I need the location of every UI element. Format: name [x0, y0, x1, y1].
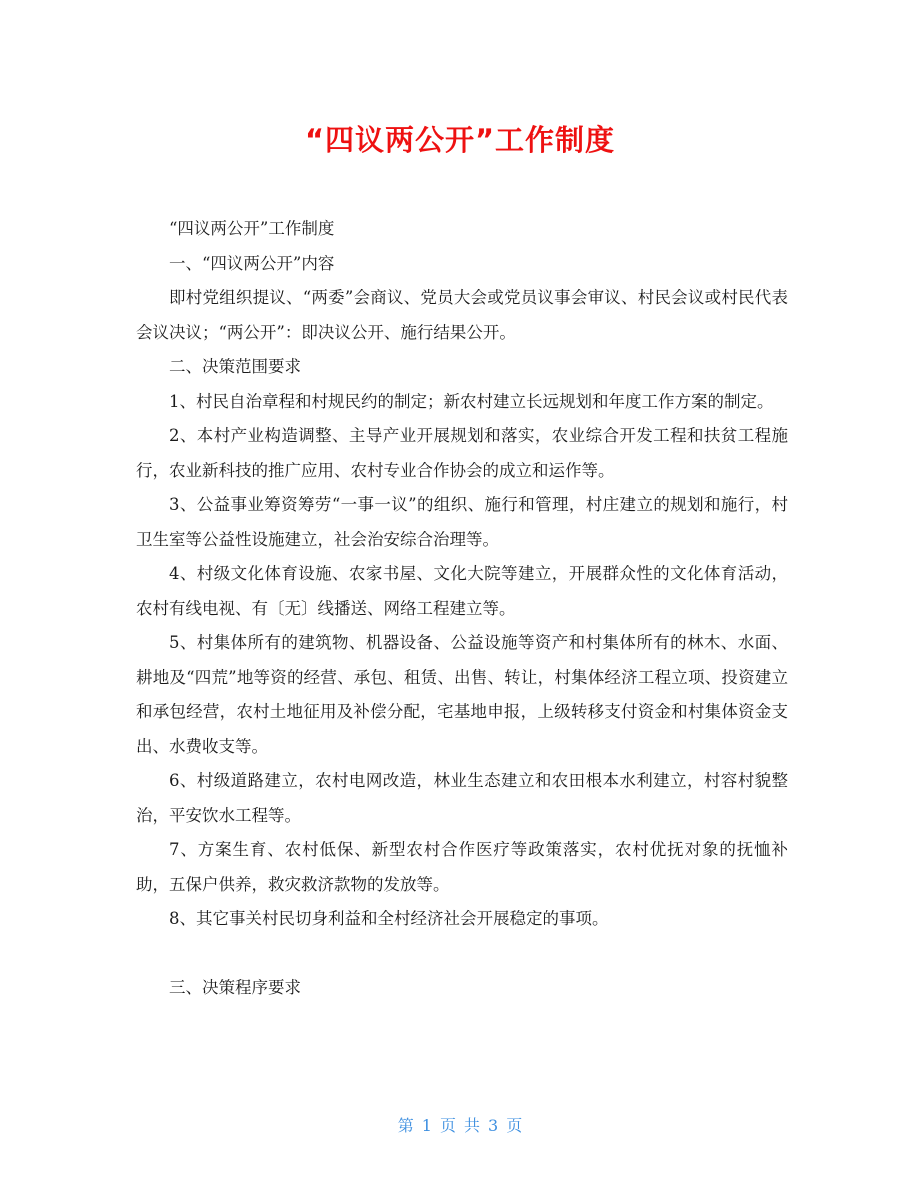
footer-current-page: 1	[421, 1116, 432, 1135]
list-item-4: 4、村级文化体育设施、农家书屋、文化大院等建立，开展群众性的文化体育活动，农村有线电视、有〔无〕线播送、网络工程建立等。	[136, 564, 788, 618]
list-item-5: 5、村集体所有的建筑物、机器设备、公益设施等资产和村集体所有的林木、水面、耕地及“四荒”地等资的经营、承包、租赁、出售、转让，村集体经济工程立项、投资建立和承包经营，农村土地征用及补偿分配，宅基地申报，上级转移支付资金和村集体资金支出、水费收支等。	[136, 633, 788, 756]
body-subtitle: “四议两公开”工作制度	[169, 219, 335, 238]
document-title: “四议两公开”工作制度	[304, 123, 616, 157]
footer-page-unit: 页	[439, 1116, 456, 1135]
list-item-3: 3、公益事业筹资筹劳“一事一议”的组织、施行和管理，村庄建立的规划和施行，村卫生室等公益性设施建立，社会治安综合治理等。	[136, 495, 788, 549]
list-item-8: 8、其它事关村民切身利益和全村经济社会开展稳定的事项。	[169, 909, 609, 928]
list-item-7: 7、方案生育、农村低保、新型农村合作医疗等政策落实，农村优抚对象的抚恤补助，五保户供养，救灾救济款物的发放等。	[136, 840, 788, 894]
page-number-footer	[0, 1113, 920, 1136]
footer-prefix: 第	[397, 1116, 414, 1135]
footer-total-pages: 3	[488, 1116, 499, 1135]
list-item-2: 2、本村产业构造调整、主导产业开展规划和落实，农业综合开发工程和扶贫工程施行，农业新科技的推广应用、农村专业合作协会的成立和运作等。	[136, 426, 788, 480]
section-heading-3: 三、决策程序要求	[169, 977, 301, 997]
section-heading-1: 一、“四议两公开”内容	[169, 253, 335, 273]
document-body	[136, 212, 788, 1005]
footer-total-unit: 页	[506, 1116, 523, 1135]
footer-total-prefix: 共	[464, 1116, 481, 1135]
list-item-6: 6、村级道路建立，农村电网改造，林业生态建立和农田根本水利建立，村容村貌整治，平安饮水工程等。	[136, 771, 788, 825]
paragraph-content-definition: 即村党组织提议、“两委”会商议、党员大会或党员议事会审议、村民会议或村民代表会议决议；“两公开”：即决议公开、施行结果公开。	[136, 288, 788, 342]
section-heading-2: 二、决策范围要求	[169, 357, 301, 376]
list-item-1: 1、村民自治章程和村规民约的制定；新农村建立长远规划和年度工作方案的制定。	[169, 391, 774, 411]
